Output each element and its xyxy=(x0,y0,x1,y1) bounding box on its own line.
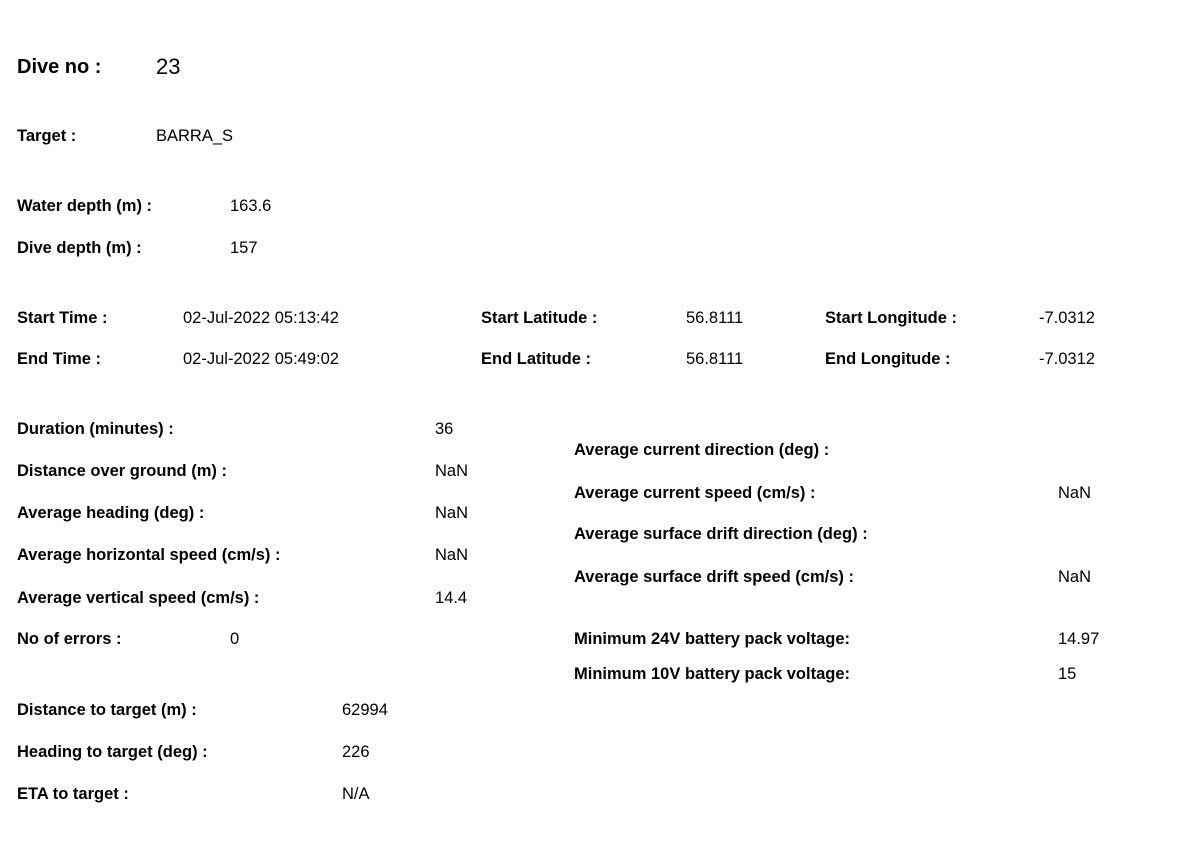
min-10v-battery-value: 15 xyxy=(1058,665,1077,683)
avg-vertical-speed-value: 14.4 xyxy=(435,589,468,607)
avg-vertical-speed-label: Average vertical speed (cm/s) : xyxy=(17,589,260,607)
dive-depth-label: Dive depth (m) : xyxy=(17,239,142,257)
min-10v-battery-label: Minimum 10V battery pack voltage: xyxy=(574,665,850,683)
end-time-value: 02-Jul-2022 05:49:02 xyxy=(183,350,339,368)
distance-over-ground-label: Distance over ground (m) : xyxy=(17,462,227,480)
end-time-label: End Time : xyxy=(17,350,102,368)
start-latitude-label: Start Latitude : xyxy=(481,309,598,327)
duration-value: 36 xyxy=(435,420,454,438)
end-latitude-label: End Latitude : xyxy=(481,350,591,368)
distance-to-target-value: 62994 xyxy=(342,701,388,719)
no-of-errors-label: No of errors : xyxy=(17,630,122,648)
distance-over-ground-value: NaN xyxy=(435,462,469,480)
no-of-errors-value: 0 xyxy=(230,630,240,648)
start-longitude-value: -7.0312 xyxy=(1039,309,1095,327)
dive-no-label: Dive no : xyxy=(17,56,102,78)
start-time-value: 02-Jul-2022 05:13:42 xyxy=(183,309,339,327)
avg-heading-value: NaN xyxy=(435,504,469,522)
heading-to-target-value: 226 xyxy=(342,743,370,761)
avg-current-speed-value: NaN xyxy=(1058,484,1092,502)
end-latitude-value: 56.8111 xyxy=(686,350,744,368)
start-time-label: Start Time : xyxy=(17,309,108,327)
avg-surface-drift-direction-label: Average surface drift direction (deg) : xyxy=(574,525,868,543)
avg-surface-drift-speed-label: Average surface drift speed (cm/s) : xyxy=(574,568,854,586)
water-depth-label: Water depth (m) : xyxy=(17,197,153,215)
target-label: Target : xyxy=(17,127,77,145)
end-longitude-value: -7.0312 xyxy=(1039,350,1095,368)
eta-to-target-label: ETA to target : xyxy=(17,785,129,803)
water-depth-value: 163.6 xyxy=(230,197,272,215)
target-value: BARRA_S xyxy=(156,127,234,145)
min-24v-battery-label: Minimum 24V battery pack voltage: xyxy=(574,630,850,648)
min-24v-battery-value: 14.97 xyxy=(1058,630,1100,648)
heading-to-target-label: Heading to target (deg) : xyxy=(17,743,208,761)
avg-heading-label: Average heading (deg) : xyxy=(17,504,205,522)
avg-current-direction-label: Average current direction (deg) : xyxy=(574,441,830,459)
end-longitude-label: End Longitude : xyxy=(825,350,951,368)
avg-horizontal-speed-label: Average horizontal speed (cm/s) : xyxy=(17,546,281,564)
avg-surface-drift-speed-value: NaN xyxy=(1058,568,1092,586)
start-latitude-value: 56.8111 xyxy=(686,309,744,327)
avg-horizontal-speed-value: NaN xyxy=(435,546,469,564)
avg-current-speed-label: Average current speed (cm/s) : xyxy=(574,484,816,502)
dive-depth-value: 157 xyxy=(230,239,258,257)
start-longitude-label: Start Longitude : xyxy=(825,309,957,327)
duration-label: Duration (minutes) : xyxy=(17,420,174,438)
eta-to-target-value: N/A xyxy=(342,785,370,803)
distance-to-target-label: Distance to target (m) : xyxy=(17,701,197,719)
dive-no-value: 23 xyxy=(156,54,181,79)
